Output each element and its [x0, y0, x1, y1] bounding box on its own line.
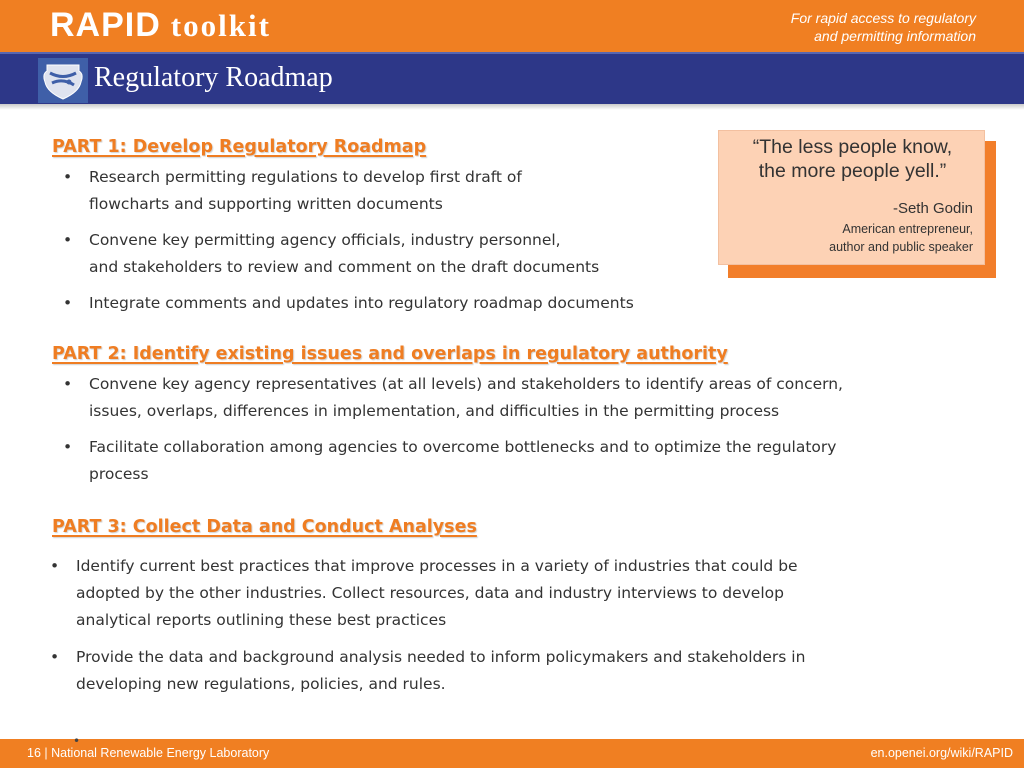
part1-heading: PART 1: Develop Regulatory Roadmap: [52, 137, 427, 157]
tagline-line-1: For rapid access to regulatory: [790, 10, 976, 26]
bullet-dot: •: [50, 648, 60, 666]
bullet-line: process: [89, 465, 149, 483]
bullet-line: Facilitate collaboration among agencies to overcome bottlenecks and to optimize the regulatory: [89, 438, 837, 456]
part2-heading: PART 2: Identify existing issues and overlaps in regulatory authority: [52, 344, 728, 364]
bullet-dot: •: [63, 438, 73, 456]
stray-bullet-dot: •: [73, 734, 81, 748]
quote-role-line-1: American entrepreneur,: [842, 222, 973, 236]
bullet-line: issues, overlaps, differences in implementation, and difficulties in the permitting process: [89, 402, 780, 420]
quote-line-1: “The less people know,: [752, 136, 953, 158]
quote-author: -Seth Godin: [892, 200, 973, 217]
tagline-line-2: and permitting information: [814, 28, 976, 44]
bullet-line: Integrate comments and updates into regulatory roadmap documents: [89, 294, 634, 312]
bullet-line: flowcharts and supporting written documents: [89, 195, 443, 213]
bullet-dot: •: [63, 168, 73, 186]
part1-bullet-3: [63, 290, 634, 317]
bullet-line: analytical reports outlining these best practices: [76, 611, 447, 629]
bullet-dot: •: [63, 375, 73, 393]
bullet-line: adopted by the other industries. Collect resources, data and industry interviews to develop: [76, 584, 784, 602]
part3-bullet-2: [50, 644, 806, 698]
quote-role-line-2: author and public speaker: [829, 240, 973, 254]
bullet-line: Identify current best practices that improve processes in a variety of industries that could be: [76, 557, 798, 575]
quote-line-2: the more people yell.”: [758, 160, 947, 182]
part3-bullet-1: [50, 553, 798, 634]
part2-bullet-1: [63, 371, 843, 425]
bullet-line: developing new regulations, policies, and rules.: [76, 675, 446, 693]
bullet-line: Convene key agency representatives (at all levels) and stakeholders to identify areas of concern,: [89, 375, 843, 393]
part1-bullet-2: [63, 227, 600, 281]
part1-bullet-1: [63, 164, 522, 218]
bullet-dot: •: [63, 231, 73, 249]
part3-heading: PART 3: Collect Data and Conduct Analyses: [52, 517, 477, 537]
footer-page-label: 16 | National Renewable Energy Laboratory: [27, 746, 270, 760]
bullet-line: and stakeholders to review and comment on the draft documents: [89, 258, 600, 276]
bullet-line: Research permitting regulations to develop first draft of: [89, 168, 522, 186]
brand-rapid: RAPID: [50, 6, 161, 44]
bullet-line: Convene key permitting agency officials, industry personnel,: [89, 231, 561, 249]
page-title: Regulatory Roadmap: [94, 62, 333, 93]
footer-bar: [0, 739, 1024, 768]
bullet-dot: •: [63, 294, 73, 312]
bullet-dot: •: [50, 557, 60, 575]
brand-toolkit: toolkit: [170, 8, 271, 43]
bullet-line: Provide the data and background analysis needed to inform policymakers and stakeholders in: [76, 648, 806, 666]
part2-bullet-2: [63, 434, 837, 488]
footer-url-link[interactable]: en.openei.org/wiki/RAPID: [870, 746, 1013, 760]
